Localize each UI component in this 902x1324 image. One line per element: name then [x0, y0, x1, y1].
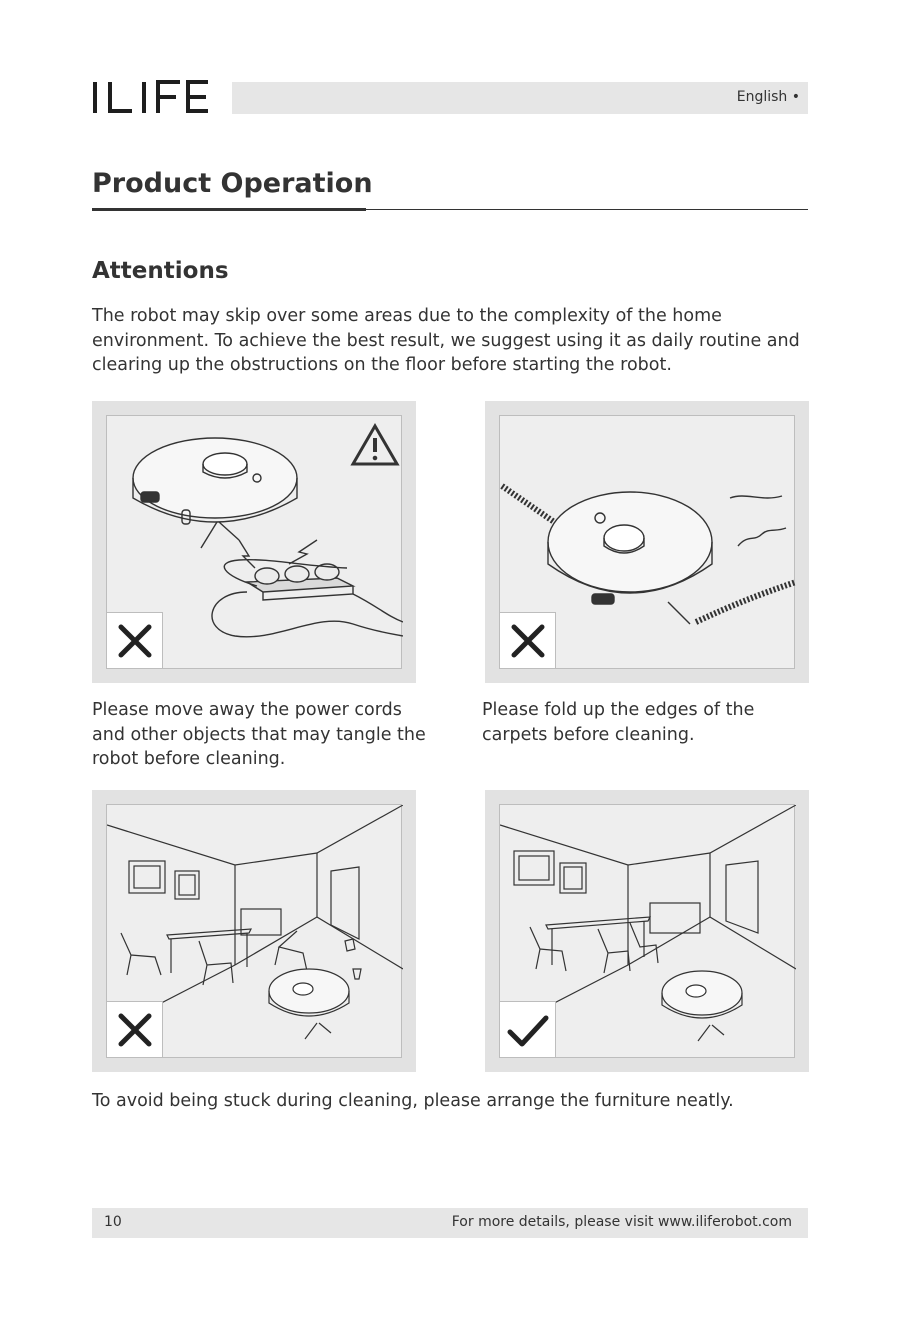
attentions-heading: Attentions — [92, 258, 229, 284]
section-title: Product Operation — [92, 168, 373, 199]
tidy-room-illustration — [499, 804, 795, 1058]
panel-messy-room — [92, 790, 416, 1072]
footer-bar — [92, 1208, 808, 1238]
messy-room-illustration — [106, 804, 402, 1058]
language-label: English • — [736, 89, 800, 105]
footer-note: For more details, please visit www.iliferobot.com — [451, 1214, 792, 1230]
cross-icon — [107, 612, 163, 668]
ilife-logo — [92, 80, 212, 116]
caption-furniture: To avoid being stuck during cleaning, please arrange the furniture neatly. — [92, 1091, 734, 1111]
attentions-intro: The robot may skip over some areas due to the complexity of the home environment. To achieve the best result, we suggest using it as daily routine and clearing up the obstructions on the floor before starting the robot. — [92, 306, 800, 375]
caption-power-cords: Please move away the power cords and other objects that may tangle the robot before cleaning. — [92, 700, 426, 769]
header-bar — [232, 82, 808, 114]
cross-icon — [107, 1001, 163, 1057]
panel-carpet-edges — [485, 401, 809, 683]
caption-carpet-edges: Please fold up the edges of the carpets before cleaning. — [482, 700, 755, 745]
panel-tidy-room — [485, 790, 809, 1072]
title-rule — [366, 209, 808, 210]
cross-icon — [500, 612, 556, 668]
panel-power-cords — [92, 401, 416, 683]
carpet-illustration — [499, 415, 795, 669]
check-icon — [500, 1001, 556, 1057]
power-cords-illustration — [106, 415, 402, 669]
title-underline — [92, 208, 366, 211]
page-number: 10 — [104, 1214, 122, 1230]
